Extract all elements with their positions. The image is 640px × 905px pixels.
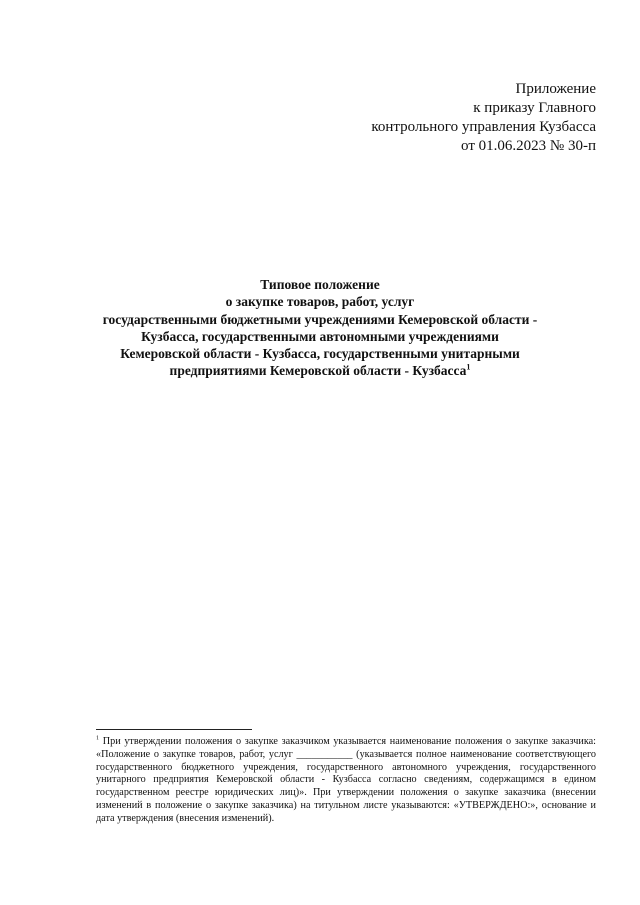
title-line-text: предприятиями Кемеровской области - Кузбасса <box>169 363 467 379</box>
appendix-line: от 01.06.2023 № 30-п <box>461 138 596 154</box>
document-title <box>96 276 544 380</box>
footnote-marker: 1 <box>96 735 100 742</box>
appendix-line: Приложение <box>515 81 596 97</box>
title-line: Кузбасса, государственными автономными учреждениями <box>141 328 499 344</box>
title-line: о закупке товаров, работ, услуг <box>225 294 415 310</box>
title-line: государственными бюджетными учреждениями Кемеровской области - <box>102 311 538 327</box>
appendix-line: к приказу Главного <box>473 100 596 116</box>
footnote-text: При утверждении положения о закупке заказчиком указывается наименование положения о закупке заказчика: «Положение о закупке товаров, работ, услуг ___________ (указывается полное наименование соответствующего государственного бюджетного учреждения, государственного автономного учреждения, государственного унитарного предприятия Кемеровской области - Кузбасса согласно сведениям, содержащимся в едином государственном реестре юридических лиц)». При утверждении положения о закупке заказчика (внесении изменений в положение о закупке заказчика) на титульном листе указываются: «УТВЕРЖДЕНО:», основание и дата утверждения (внесения изменений). <box>96 736 597 824</box>
title-line-last <box>96 362 544 379</box>
footnote <box>96 736 596 826</box>
title-line: Типовое положение <box>260 277 380 292</box>
footnote-reference: 1 <box>466 362 471 372</box>
title-line: Кемеровской области - Кузбасса, государственными унитарными <box>120 346 520 362</box>
appendix-line: контрольного управления Кузбасса <box>371 119 596 135</box>
footnote-divider <box>96 729 252 730</box>
appendix-header <box>371 80 596 156</box>
